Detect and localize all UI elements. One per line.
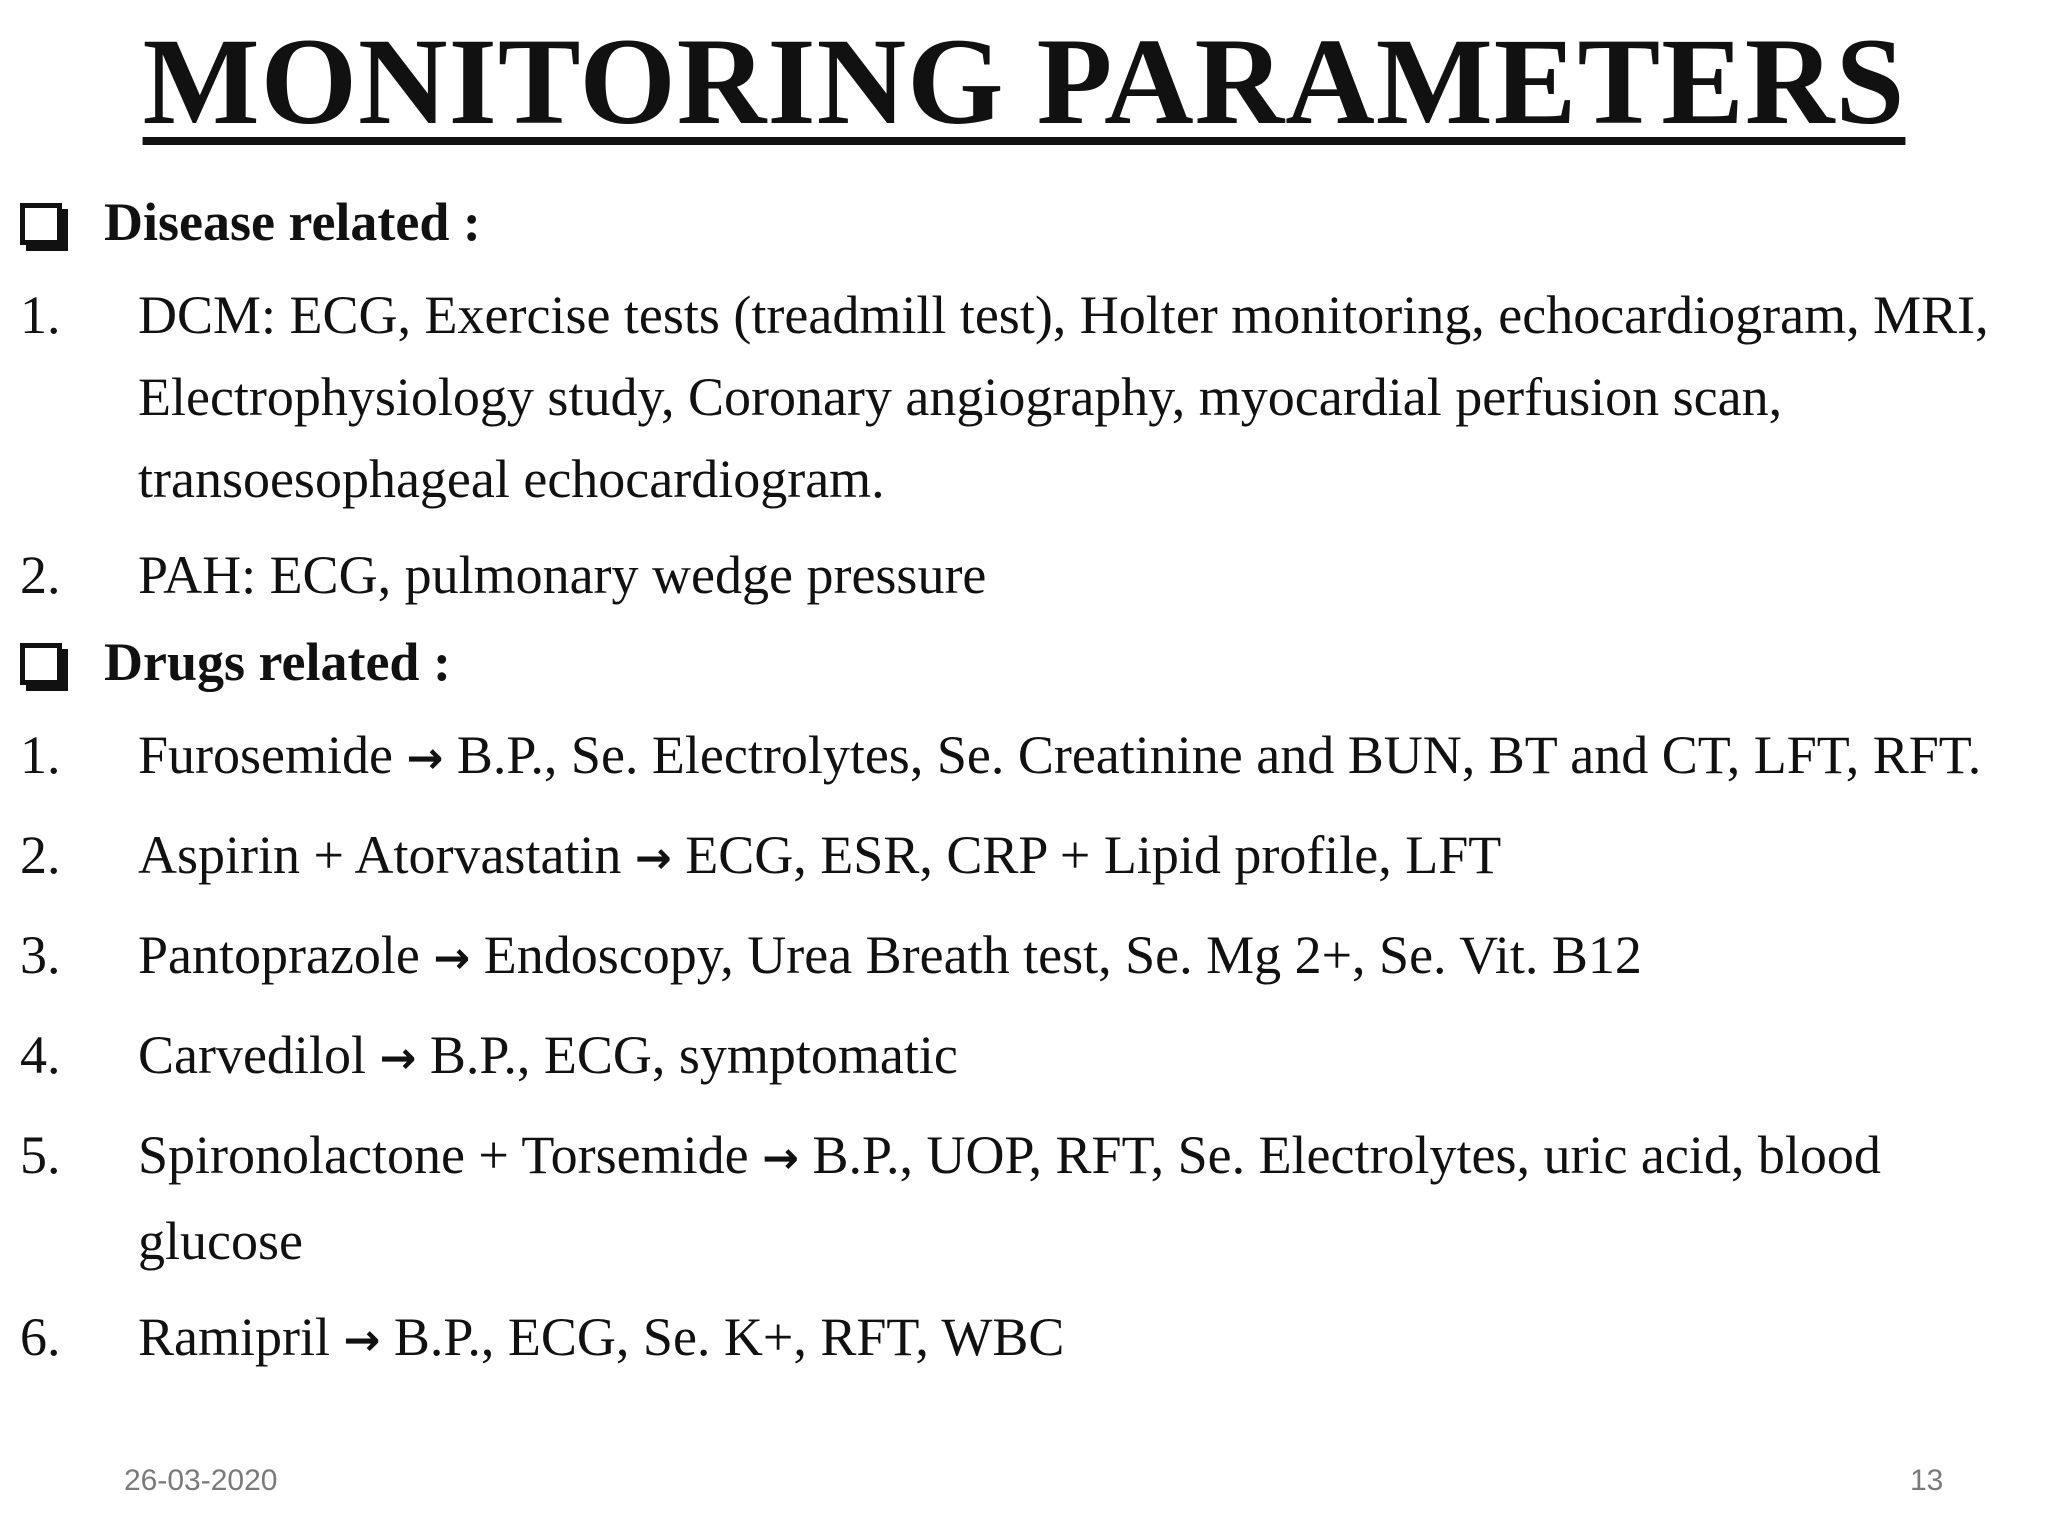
drug-params: B.P., ECG, Se. K+, RFT, WBC	[393, 1307, 1065, 1367]
drug-params: Endoscopy, Urea Breath test, Se. Mg 2+, Se. Vit. B12	[483, 925, 1642, 985]
item-text	[138, 914, 2030, 1000]
list-item	[20, 1296, 2030, 1382]
drug-name: Pantoprazole	[138, 925, 420, 985]
item-text	[138, 1114, 2030, 1282]
arrow-right-icon: →	[343, 1315, 381, 1366]
drugs-list	[20, 714, 2030, 1382]
item-text	[138, 714, 2030, 800]
slide-content	[20, 190, 2030, 1396]
section-heading-drugs	[20, 630, 2030, 694]
section-heading-label: Drugs related :	[104, 632, 451, 692]
section-heading-disease	[20, 190, 2030, 254]
page-number: 13	[1910, 1464, 1944, 1497]
arrow-right-icon: →	[379, 1033, 417, 1084]
list-item	[20, 814, 2030, 900]
disease-list	[20, 274, 2030, 616]
drug-name: Ramipril	[138, 1307, 330, 1367]
item-number: 6.	[20, 1307, 61, 1367]
drug-name: Aspirin + Atorvastatin	[138, 825, 622, 885]
drug-params: B.P., ECG, symptomatic	[429, 1025, 958, 1085]
item-number: 5.	[20, 1125, 61, 1185]
drug-params: B.P., Se. Electrolytes, Se. Creatinine and BUN, BT and CT, LFT, RFT.	[456, 725, 1982, 785]
drug-params: B.P., UOP, RFT, Se. Electrolytes, uric acid, blood glucose	[138, 1125, 1881, 1271]
list-item	[20, 274, 2030, 520]
item-number: 2.	[20, 545, 61, 605]
item-text	[138, 814, 2030, 900]
drug-name: Carvedilol	[138, 1025, 366, 1085]
arrow-right-icon: →	[762, 1133, 799, 1184]
arrow-right-icon: →	[406, 733, 444, 784]
section-heading-label: Disease related :	[104, 192, 481, 252]
drug-name: Furosemide	[138, 725, 393, 785]
list-item	[20, 1014, 2030, 1100]
list-item	[20, 1114, 2030, 1282]
item-text	[138, 1014, 2030, 1100]
item-number: 1.	[20, 725, 61, 785]
list-item	[20, 534, 2030, 616]
checkbox-bullet-icon	[20, 203, 62, 245]
item-number: 2.	[20, 825, 61, 885]
checkbox-bullet-icon	[20, 643, 62, 685]
item-text: DCM: ECG, Exercise tests (treadmill test), Holter monitoring, echocardiogram, MRI, Electrophysiology study, Coronary angiography, myocardial perfusion scan, transoesophageal echocardiogram.	[138, 285, 1989, 509]
item-number: 4.	[20, 1025, 61, 1085]
item-number: 3.	[20, 925, 61, 985]
item-text	[138, 1296, 2030, 1382]
item-text: PAH: ECG, pulmonary wedge pressure	[138, 545, 987, 605]
footer-date: 26-03-2020	[124, 1464, 278, 1497]
arrow-right-icon: →	[634, 833, 672, 884]
page-title: MONITORING PARAMETERS	[142, 13, 1906, 150]
item-number: 1.	[20, 285, 61, 345]
drug-params: ECG, ESR, CRP + Lipid profile, LFT	[685, 825, 1502, 885]
drug-name: Spironolactone + Torsemide	[138, 1125, 749, 1185]
list-item	[20, 914, 2030, 1000]
list-item	[20, 714, 2030, 800]
arrow-right-icon: →	[433, 933, 471, 984]
